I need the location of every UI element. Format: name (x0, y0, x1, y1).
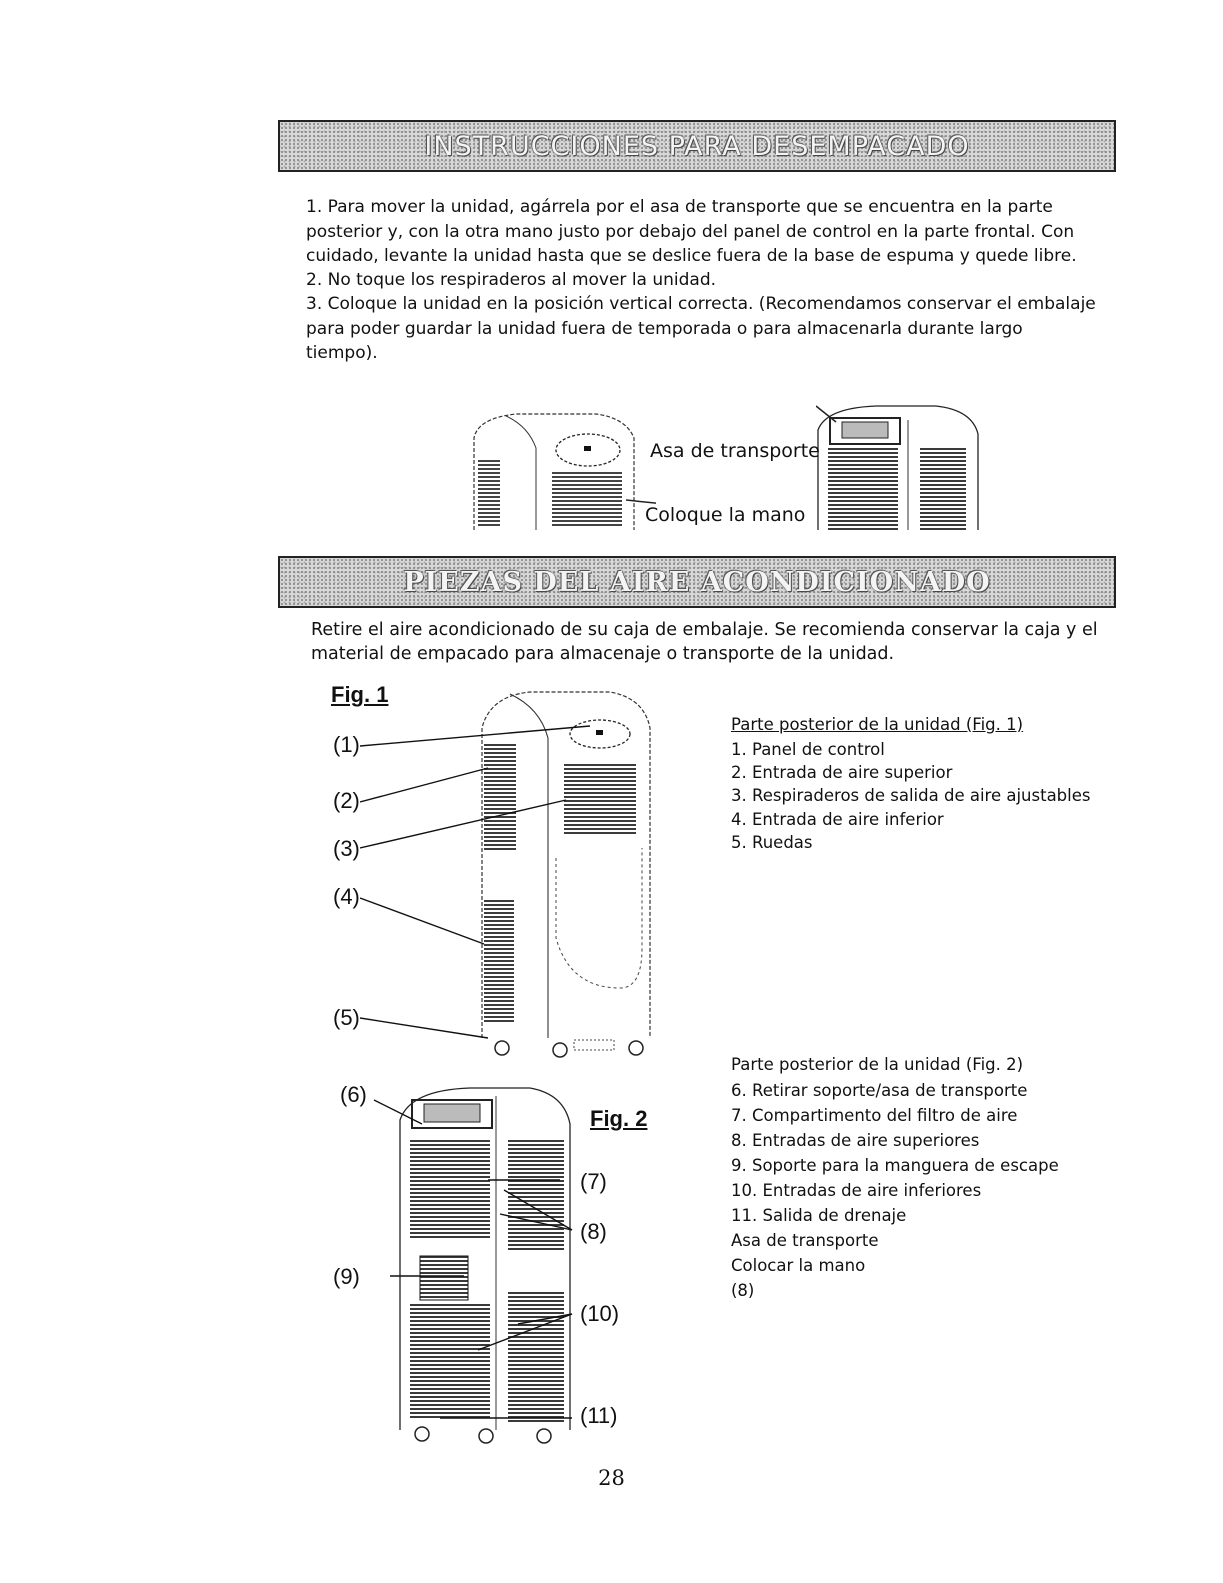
fig2-callout-9: (9) (333, 1264, 360, 1289)
fig1-parts-heading: Parte posterior de la unidad (Fig. 1) (731, 715, 1024, 734)
list-item: 9. Soporte para la manguera de escape (731, 1156, 1059, 1175)
fig1-callout-4: (4) (333, 884, 360, 909)
list-item: Colocar la mano (731, 1256, 866, 1275)
parts-intro-text: Retire el aire acondicionado de su caja de embalaje. Se recomienda conservar la caja y el material de empacado para almacenaje o transporte de la unidad. (311, 620, 1098, 664)
fig2-callout-8: (8) (580, 1219, 607, 1244)
fig2-callout-6: (6) (340, 1082, 367, 1107)
unpacking-step-3: 3. Coloque la unidad en la posición vertical correcta. (Recomendamos conservar el embalaje para poder guardar la unidad fuera de temporada o para almacenarla durante largo tiempo). (306, 294, 1096, 363)
fig2-callout-10: (10) (580, 1301, 620, 1326)
unpacking-heading-banner (278, 120, 1116, 172)
list-item: 4. Entrada de aire inferior (731, 809, 944, 829)
list-item: 1. Panel de control (731, 740, 885, 759)
fig1-title: Fig. 1 (331, 682, 389, 707)
parts-heading-banner (278, 556, 1116, 608)
unpacking-step-2: 2. No toque los respiraderos al mover la unidad. (306, 270, 717, 290)
unit-front-illustration (466, 408, 656, 530)
fig2-parts-heading: Parte posterior de la unidad (Fig. 2) (731, 1055, 1024, 1074)
fig1-callout-5: (5) (333, 1005, 360, 1030)
fig2-parts-list (731, 1078, 1059, 1303)
fig1-callout-2: (2) (333, 788, 360, 813)
list-item: 5. Ruedas (731, 832, 813, 852)
list-item: 7. Compartimento del filtro de aire (731, 1106, 1018, 1125)
fig2-callout-11: (11) (580, 1403, 618, 1428)
list-item: 11. Salida de drenaje (731, 1206, 907, 1225)
list-item: 2. Entrada de aire superior (731, 763, 953, 783)
fig2-unit-drawing (360, 1080, 586, 1452)
fig1-parts-list (731, 738, 1091, 854)
hand-placement-label: Coloque la mano (645, 504, 806, 526)
list-item: 8. Entradas de aire superiores (731, 1131, 980, 1150)
page-number: 28 (598, 1466, 625, 1490)
carry-handle-label: Asa de transporte (650, 440, 820, 462)
fig2-callout-7: (7) (580, 1169, 607, 1194)
list-item: Asa de transporte (731, 1231, 879, 1250)
fig1-callout-3: (3) (333, 836, 360, 861)
fig1-callout-1: (1) (333, 732, 360, 757)
fig2-title: Fig. 2 (590, 1106, 648, 1131)
list-item: 10. Entradas de aire inferiores (731, 1181, 982, 1200)
list-item: 6. Retirar soporte/asa de transporte (731, 1081, 1028, 1100)
fig1-unit-drawing (360, 688, 660, 1060)
parts-heading: PIEZAS DEL AIRE ACONDICIONADO (403, 566, 991, 598)
list-item: (8) (731, 1281, 755, 1300)
unpacking-step-1: 1. Para mover la unidad, agárrela por el asa de transporte que se encuentra en la parte posterior y, con la otra mano justo por debajo del panel de control en la parte frontal. Con cuidado, levante la unidad hasta que se deslice fuera de la base de espuma y quede libre. (306, 197, 1077, 266)
list-item: 3. Respiraderos de salida de aire ajustables (731, 786, 1091, 806)
unit-back-illustration (816, 400, 982, 530)
unpacking-heading: INSTRUCCIONES PARA DESEMPACADO (424, 130, 970, 162)
